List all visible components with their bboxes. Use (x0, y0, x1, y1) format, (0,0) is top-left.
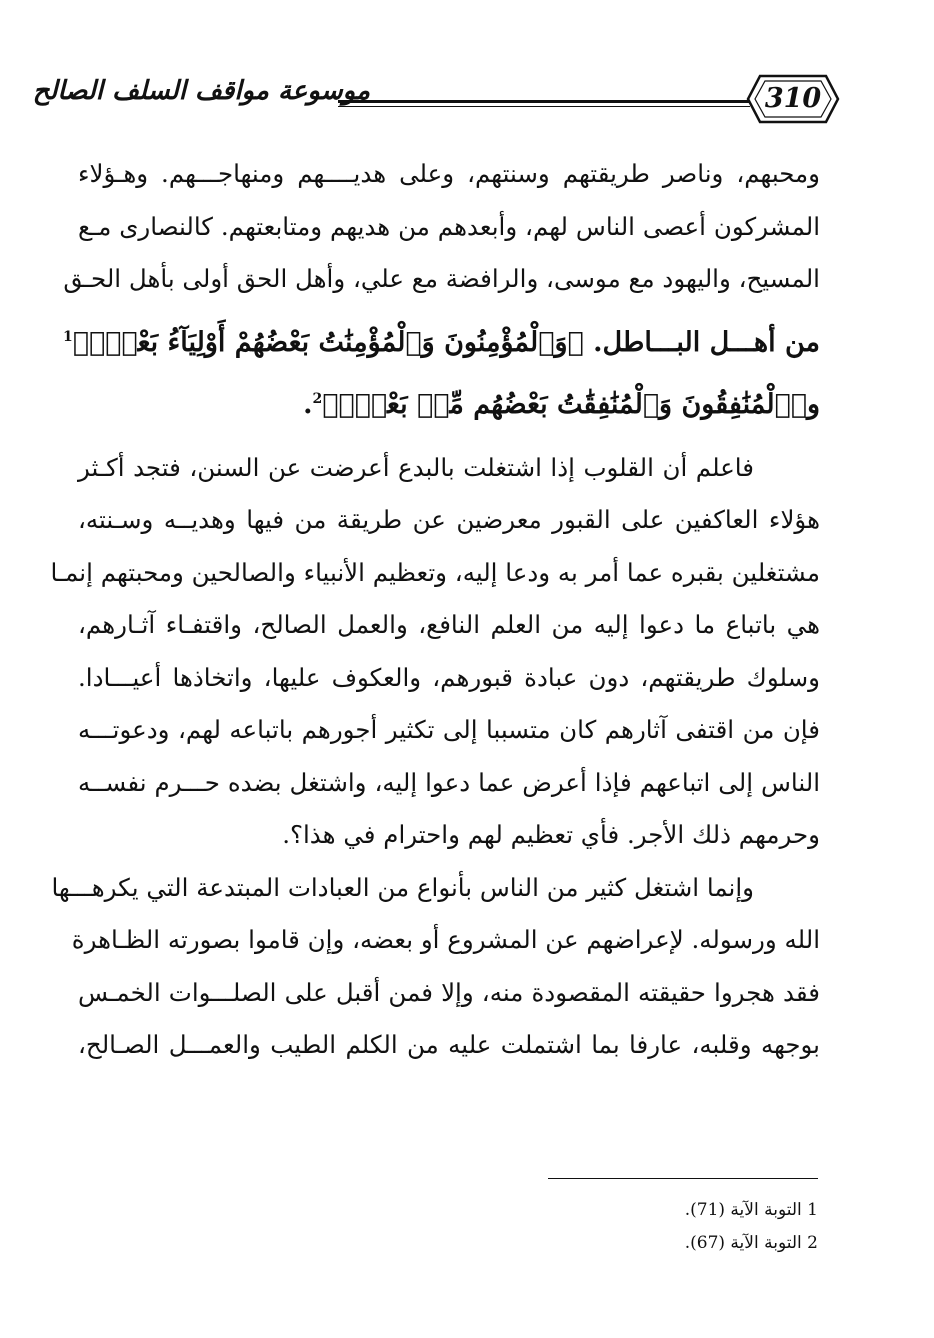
text-line: بوجهه وقلبه، عارفا بما اشتملت عليه من الكلم الطيب والعمـــل الصـالح، (78, 1030, 820, 1059)
quran-verse-line (78, 368, 820, 430)
page-number-badge (746, 72, 840, 126)
text-line: فاعلم أن القلوب إذا اشتغلت بالبدع أعرضت عن السنن، فتجد أكـثر (78, 452, 754, 482)
book-title: موسوعة مواقف السلف الصالح (32, 76, 370, 106)
text-line: فقد هجروا حقيقته المقصودة منه، وإلا فمن أقبل على الصلـــوات الخمـس (78, 977, 820, 1007)
text-line: ومحبهم، وناصر طريقتهم وسنتهم، وعلى هديــــهم ومنهاجـــهم. وهـؤلاء (78, 159, 820, 188)
footnote-marker: 1 (63, 328, 73, 345)
text-line: وإنما اشتغل كثير من الناس بأنواع من العبادات المبتدعة التي يكرهـــها (51, 872, 754, 902)
text-line: المشركون أعصى الناس لهم، وأبعدهم من هديهم ومتابعتهم. كالنصارى مـع (78, 211, 820, 241)
text-line: الله ورسوله. لإعراضهم عن المشروع أو بعضه، وإن قاموا بصورته الظـاهرة (71, 925, 820, 954)
page-number: 310 (764, 83, 822, 114)
text-line: المسيح، واليهود مع موسى، والرافضة مع علي، وأهل الحق أولى بأهل الحـق (63, 264, 820, 293)
header-rule (338, 100, 750, 107)
text-line: فإن من اقتفى آثارهم كان متسببا إلى تكثير أجورهم باتباعه لهم، ودعوتـــه (78, 715, 820, 744)
footnote-marker: 2 (312, 390, 323, 407)
text-line: وسلوك طريقتهم، دون عبادة قبورهم، والعكوف عليها، واتخاذها أعيـــادا. (78, 662, 820, 692)
sentence-period: . (303, 388, 313, 420)
main-text (50, 148, 820, 1072)
paragraph-gap (78, 430, 820, 442)
text-line: مشتغلين بقبره عما أمر به ودعا إليه، وتعظيم الأنبياء والصالحين ومحبتهم إنمـا (50, 557, 820, 587)
page-header (32, 72, 840, 126)
text-line: الناس إلى اتباعهم فإذا أعرض عما دعوا إليه، واشتغل بضده حـــرم نفســه (78, 767, 820, 797)
text-line: وحرمهم ذلك الأجر. فأي تعظيم لهم واحترام في هذا؟. (282, 820, 820, 849)
text-line: و﴿ٱلْمُنَٰفِقُونَ وَٱلْمُنَٰفِقَٰتُ بَعْضُهُم مِّنۢ بَعْضٍۢ﴾ (322, 388, 820, 420)
text-line: من أهـــل البـــاطل. ﴿وَٱلْمُؤْمِنُونَ وَٱلْمُؤْمِنَٰتُ بَعْضُهُمْ أَوْلِيَآءُ بَعْضٍۢ﴾ (72, 326, 820, 358)
quran-verse-line (63, 306, 820, 368)
footnote-item: 2 التوبة الآية (67). (684, 1233, 818, 1253)
footnote-rule (548, 1178, 818, 1179)
text-line: هي باتباع ما دعوا إليه من العلم النافع، والعمل الصالح، واقتفـاء آثـارهم، (78, 610, 820, 639)
footnote-item: 1 التوبة الآية (71). (684, 1200, 818, 1220)
footnotes (500, 1194, 818, 1260)
text-line: هؤلاء العاكفين على القبور معرضين عن طريقة من فيها وهديــه وسـنته، (78, 505, 820, 534)
